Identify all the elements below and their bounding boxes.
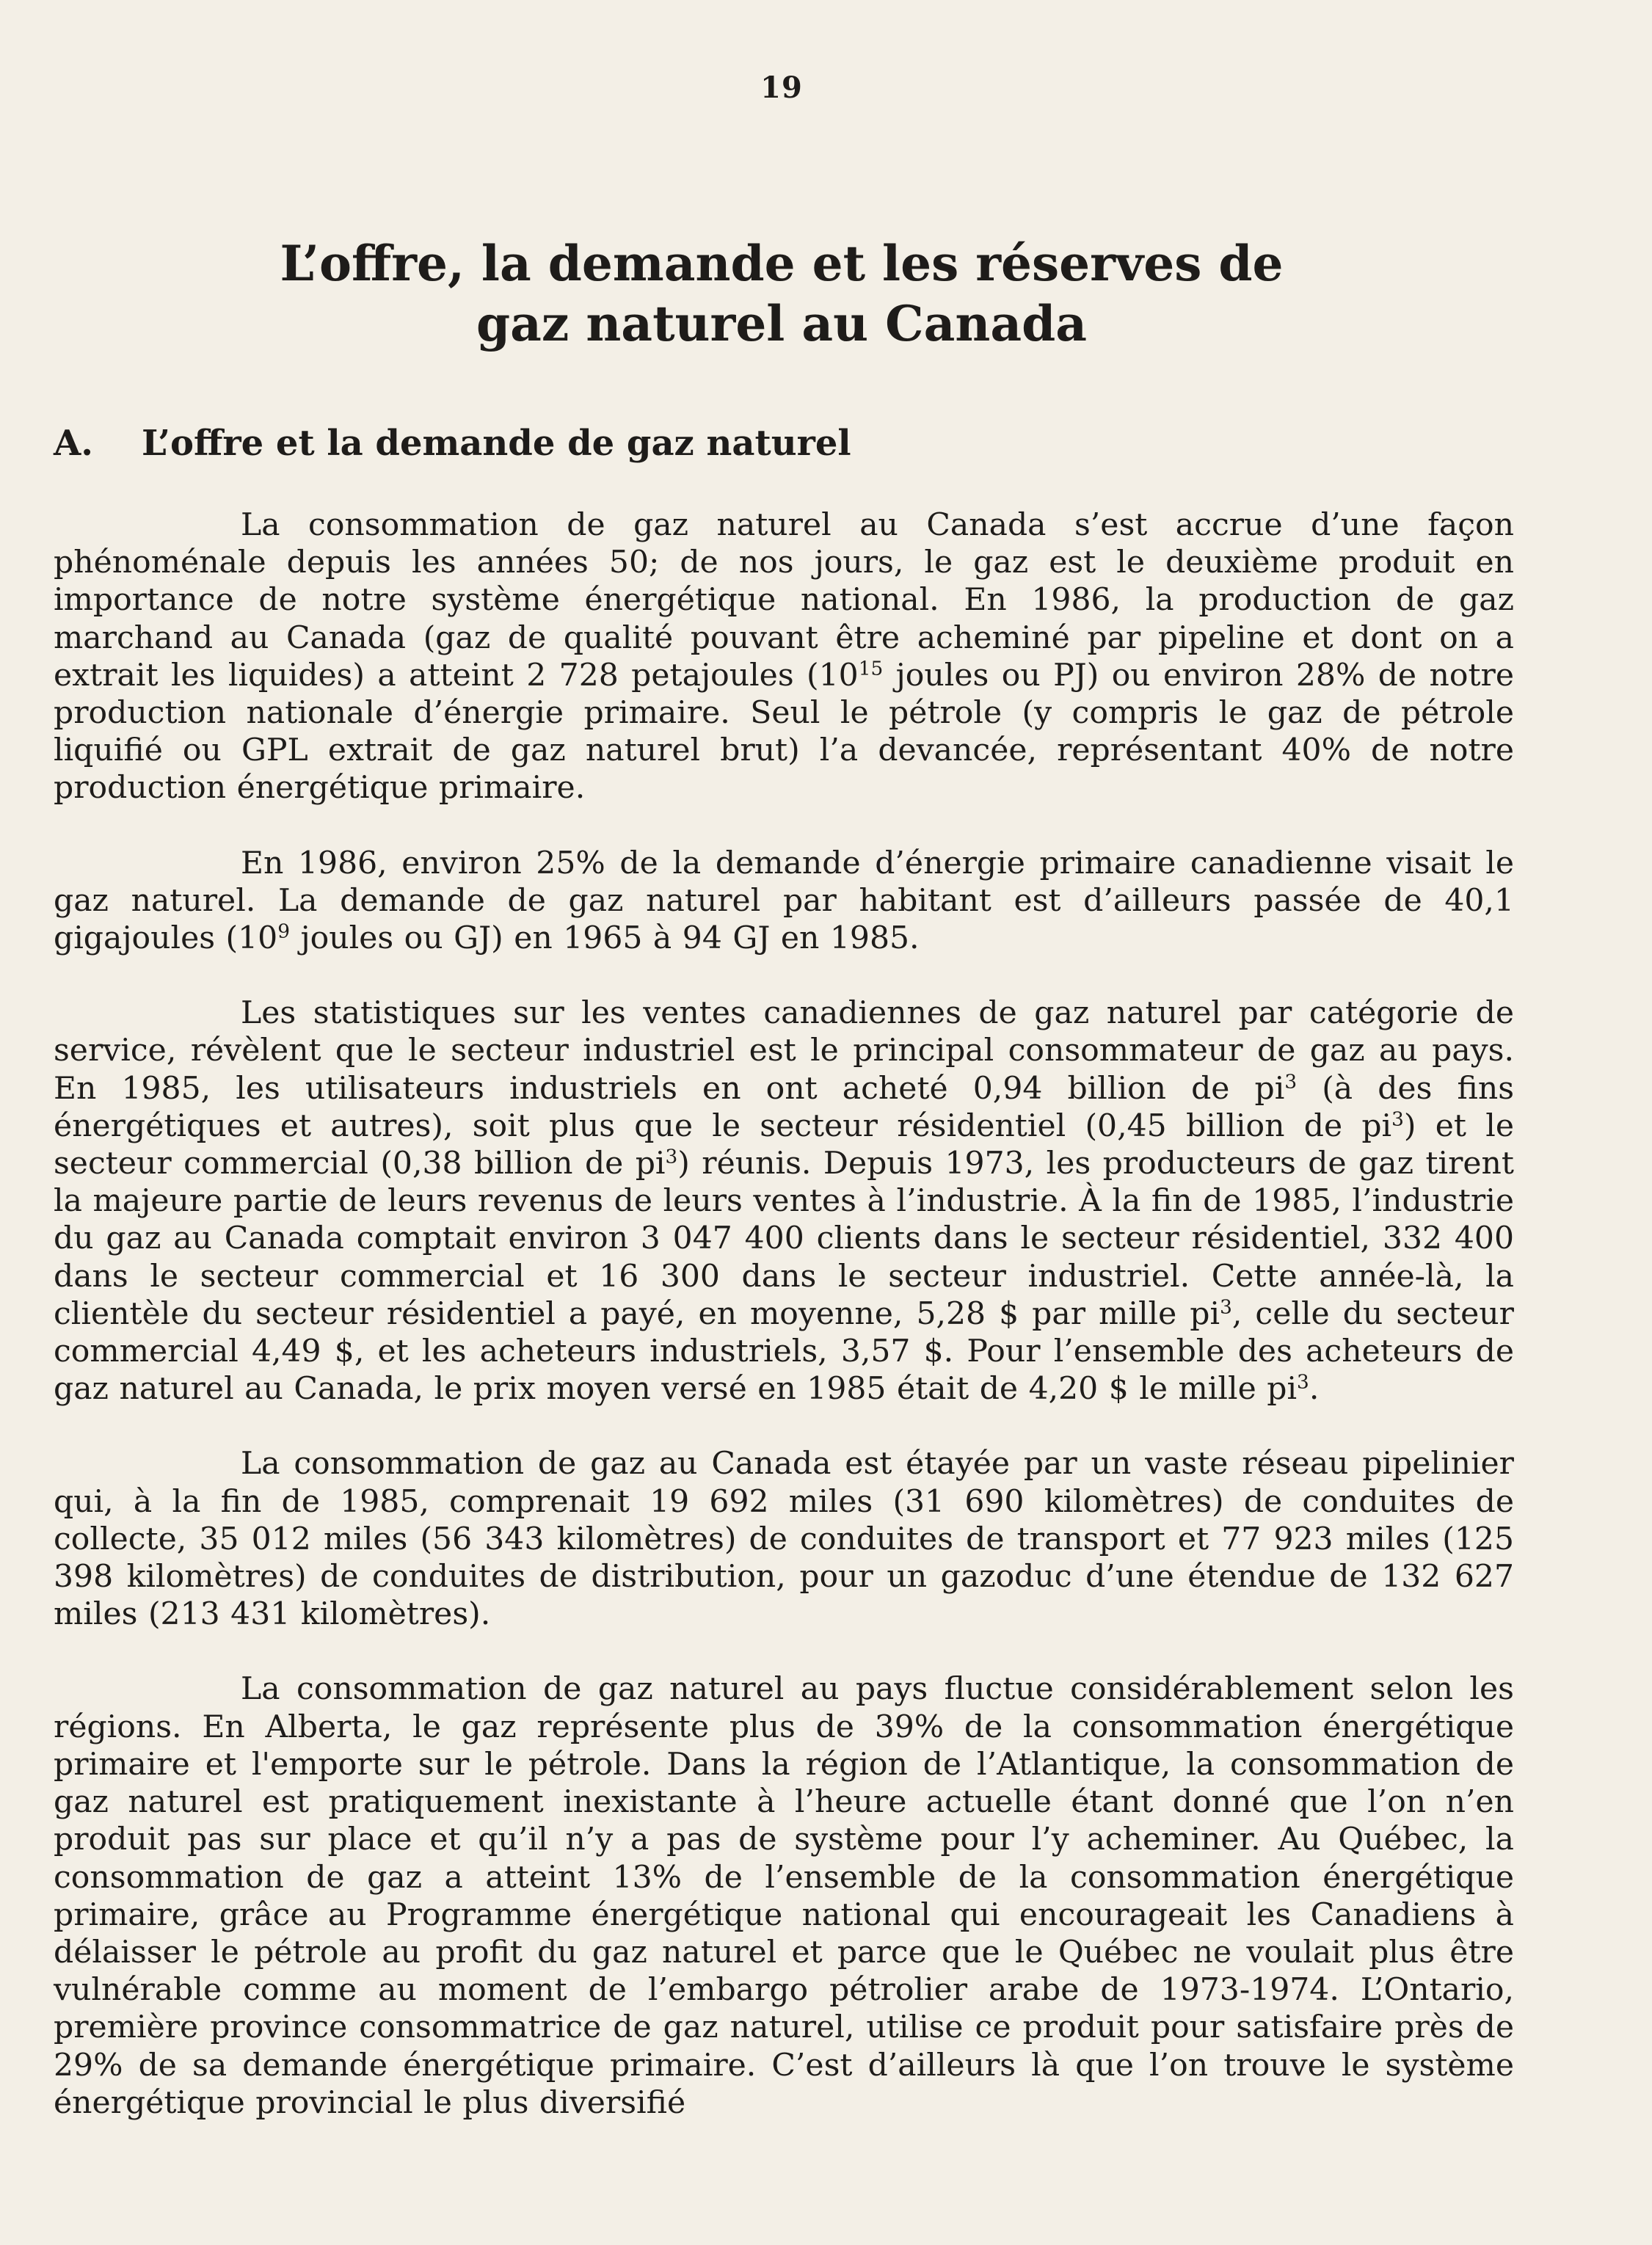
paragraph-1: La consommation de gaz naturel au Canada s’est accrue d’une façon phénoménale depuis les années 50; de nos jours, le gaz est le deuxième produit en importance de notre système énergétique national. En 1986, la production de gaz marchand au Canada (gaz de qualité pouvant être acheminé par pipeline et dont on a extrait les liquides) a atteint 2 728 petajoules ($10^{15}$ joules ou PJ) ou environ 28% de notre production nationale d’énergie primaire. Seul le pétrole (y compris le gaz de pétrole liquifié ou GPL extrait de gaz naturel brut) l’a devancée, représentant 40% de notre production énergétique primaire. xyxy=(54,507,1514,807)
paragraph-3: Les statistiques sur les ventes canadiennes de gaz naturel par catégorie de service, révèlent que le secteur industriel est le principal consommateur de gaz au pays. En 1985, les utilisateurs industriels en ont acheté 0,94 billion de $pi^3$ (à des fins énergétiques et autres), soit plus que le secteur résidentiel (0,45 billion de $pi^3$) et le secteur commercial (0,38 billion de $pi^3$) réunis. Depuis 1973, les producteurs de gaz tirent la majeure partie de leurs revenus de leurs ventes à l’industrie. À la fin de 1985, l’industrie du gaz au Canada comptait environ 3 047 400 clients dans le secteur résidentiel, 332 400 dans le secteur commercial et 16 300 dans le secteur industriel. Cette année-là, la clientèle du secteur résidentiel a payé, en moyenne, 5,28 $ par mille $pi^3$, celle du secteur commercial 4,49 $, et les acheteurs industriels, 3,57 $. Pour l’ensemble des acheteurs de gaz naturel au Canada, le prix moyen versé en 1985 était de 4,20 $ le mille $pi^3$. xyxy=(54,995,1515,1408)
section-heading xyxy=(54,423,851,464)
paragraph-2: En 1986, environ 25% de la demande d’énergie primaire canadienne visait le gaz naturel. La demande de gaz naturel par habitant est d’ailleurs passée de 40,1 gigajoules ($10^9$ joules ou GJ) en 1965 à 94 GJ en 1985. xyxy=(54,845,1514,957)
title-line-1: L’offre, la demande et les réserves de xyxy=(280,235,1284,292)
document-title xyxy=(0,233,1563,354)
title-line-2: gaz naturel au Canada xyxy=(476,295,1088,352)
section-letter: A. xyxy=(54,423,93,464)
section-title: L’offre et la demande de gaz naturel xyxy=(142,423,851,464)
paragraph-4: La consommation de gaz au Canada est étayée par un vaste réseau pipelinier qui, à la fin de 1985, comprenait 19 692 miles (31 690 kilomètres) de conduites de collecte, 35 012 miles (56 343 kilomètres) de conduites de transport et 77 923 miles (125 398 kilomètres) de conduites de distribution, pour un gazoduc d’une étendue de 132 627 miles (213 431 kilomètres). xyxy=(54,1446,1514,1633)
body-text xyxy=(54,506,1514,2159)
paragraph-5: La consommation de gaz naturel au pays fluctue considérablement selon les régions. En Alberta, le gaz représente plus de 39% de la consommation énergétique primaire et l'emporte sur le pétrole. Dans la région de l’Atlantique, la consommation de gaz naturel est pratiquement inexistante à l’heure actuelle étant donné que l’on n’en produit pas sur place et qu’il n’y a pas de système pour l’y acheminer. Au Québec, la consommation de gaz a atteint 13% de l’ensemble de la consommation énergétique primaire, grâce au Programme énergétique national qui encourageait les Canadiens à délaisser le pétrole au profit du gaz naturel et parce que le Québec ne voulait plus être vulnérable comme au moment de l’embargo pétrolier arabe de 1973-1974. L’Ontario, première province consommatrice de gaz naturel, utilise ce produit pour satisfaire près de 29% de sa demande énergétique primaire. C’est d’ailleurs là que l’on trouve le système énergétique provincial le plus diversifié xyxy=(54,1671,1514,2121)
page-number: 19 xyxy=(760,70,803,105)
